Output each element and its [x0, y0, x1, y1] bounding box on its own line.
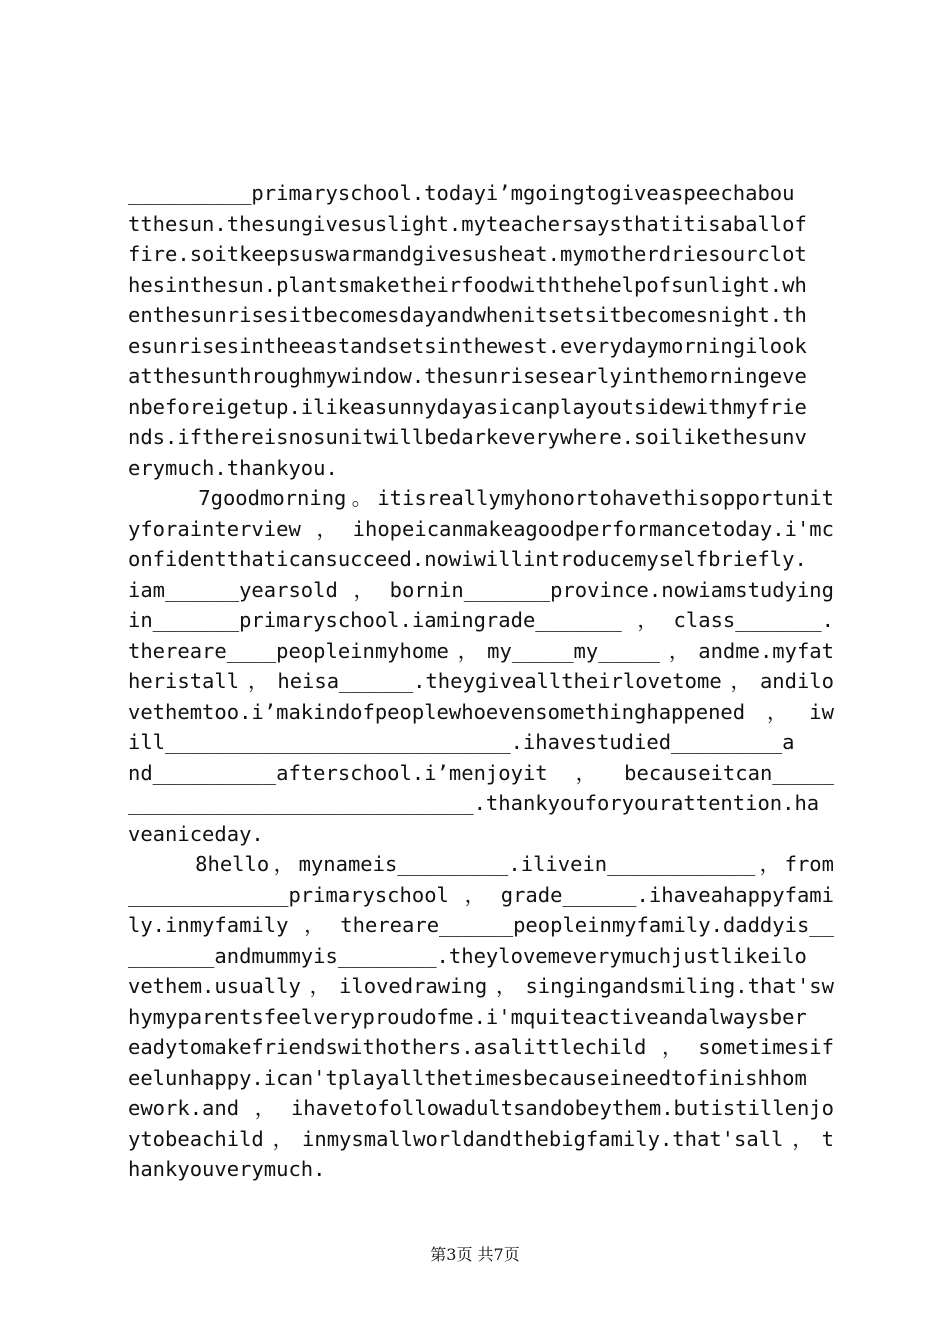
text-line: nds.ifthereisnosunitwillbedarkeverywhere.soilikethesunv: [128, 425, 807, 449]
text-line: _____________primaryschool，grade______.ihaveahappyfami: [128, 882, 834, 907]
text-line: eelunhappy.ican'tplayallthetimesbecauseineedtofinishhom: [128, 1065, 807, 1090]
text-line: tthesun.thesungivesuslight.myteachersaysthatitisaballof: [128, 211, 807, 236]
text-line: hymyparentsfeelveryproudofme.i'mquiteactiveandalwaysber: [128, 1004, 807, 1029]
text-line: _______andmummyis________.theylovemeverymuchjustlikeilo: [128, 943, 807, 968]
text-line: __________primaryschool.todayi’mgoingtogiveaspeechabou: [128, 181, 795, 205]
text-line: vethem.usually，ilovedrawing，singingandsmiling.that'sw: [128, 974, 834, 998]
text-line: hankyouverymuch.: [128, 1157, 326, 1181]
text-line: veaniceday.: [128, 821, 264, 846]
text-line: heristall，heisa______.theygivealltheirlovetome，andilo: [128, 669, 834, 693]
body-text: [128, 178, 834, 1185]
text-line: erymuch.thankyou.: [128, 455, 338, 480]
text-line: ____________________________.thankyouforyourattention.ha: [128, 791, 820, 815]
text-line: nd__________afterschool.i’menjoyit，becauseitcan_____: [128, 760, 834, 785]
text-line: fire.soitkeepsuswarmandgivesusheat.mymotherdriesourclot: [128, 242, 807, 266]
text-line: enthesunrisesitbecomesdayandwhenitsetsitbecomesnight.th: [128, 303, 807, 327]
text-line: 7goodmorning。itisreallymyhonortohavethisopportunit: [128, 486, 834, 510]
text-line: atthesunthroughmywindow.thesunrisesearlyinthemorningeve: [128, 364, 807, 388]
text-line: ework.and，ihavetofollowadultsandobeythem.butistillenjo: [128, 1096, 834, 1120]
text-line: vethemtoo.i’makindofpeoplewhoevensomethinghappened，iw: [128, 699, 834, 724]
text-line: 8hello，mynameis_________.ilivein____________，from: [128, 852, 834, 876]
text-line: ytobeachild，inmysmallworldandthebigfamily.that'sall，t: [128, 1126, 834, 1151]
text-line: onfidentthaticansucceed.nowiwillintroducemyselfbriefly.: [128, 547, 807, 571]
text-line: eadytomakefriendswithothers.asalittlechild，sometimesif: [128, 1035, 834, 1059]
text-line: iam______yearsold，bornin_______province.nowiamstudying: [128, 577, 834, 602]
page-footer: 第3页 共7页: [430, 1245, 520, 1264]
text-line: hesinthesun.plantsmaketheirfoodwiththehelpofsunlight.wh: [128, 272, 807, 297]
text-line: thereare____peopleinmyhome，my_____my_____，andme.myfat: [128, 638, 834, 663]
text-line: in_______primaryschool.iamingrade_______，class_______.: [128, 608, 834, 632]
text-line: ly.inmyfamily，thereare______peopleinmyfamily.daddyis__: [128, 913, 834, 937]
text-line: yforainterview，ihopeicanmakeagoodperformancetoday.i'mc: [128, 516, 834, 541]
text-line: esunrisesintheeastandsetsinthewest.everydaymorningilook: [128, 333, 807, 358]
text-line: nbeforeigetup.ilikeasunnydayasicanplayoutsidewithmyfrie: [128, 394, 807, 419]
text-line: ill____________________________.ihavestudied_________a: [128, 730, 795, 754]
